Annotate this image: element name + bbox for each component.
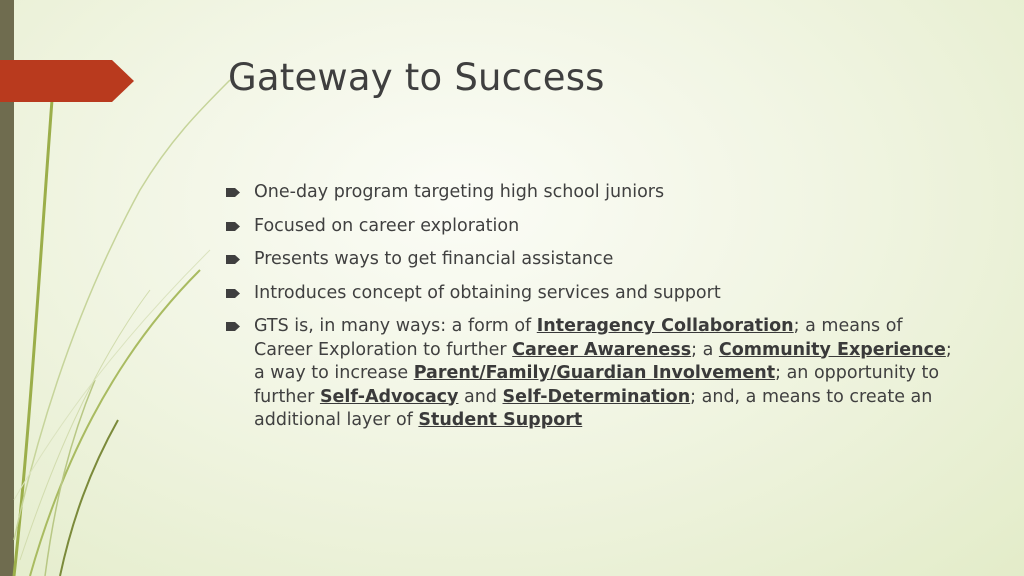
bullet-item-gts — [226, 315, 966, 433]
gts-text: ; an opportunity to further — [254, 363, 940, 407]
arrow-bullet-icon — [226, 289, 240, 298]
arrow-bullet-icon — [226, 222, 240, 231]
arrow-bullet-icon — [226, 188, 240, 197]
bullet-item — [226, 248, 966, 272]
arrow-bullet-icon — [226, 322, 240, 331]
self-determination-term: Self-Determination — [502, 386, 691, 407]
parent-family-guardian-involvement-term: Parent/Family/Guardian Involvement — [413, 363, 776, 383]
bullet-item — [226, 181, 966, 205]
slide-title: Gateway to Success — [228, 56, 605, 99]
gts-text: and — [458, 386, 503, 407]
bullet-text: Focused on career exploration — [254, 215, 520, 236]
bullet-text: Introduces concept of obtaining services and support — [254, 282, 721, 303]
gts-text: ; a means of Career Exploration to further — [254, 316, 903, 360]
bullet-text: Presents ways to get financial assistance — [254, 249, 614, 269]
arrow-bullet-icon — [226, 255, 240, 264]
interagency-collaboration-term: Interagency Collaboration — [536, 316, 794, 336]
bullet-item — [226, 215, 966, 239]
student-support-term: Student Support — [418, 410, 583, 430]
bullet-list — [226, 181, 966, 443]
gts-text: ; a way to increase — [254, 339, 952, 383]
gts-text: GTS is, in many ways: a form of — [254, 316, 537, 336]
bullet-item — [226, 282, 966, 306]
self-advocacy-term: Self-Advocacy — [319, 386, 459, 407]
gts-text: ; a — [691, 339, 719, 360]
career-awareness-term: Career Awareness — [512, 339, 692, 360]
community-experience-term: Community Experience — [718, 339, 946, 360]
title-accent-banner — [0, 60, 136, 102]
bullet-text: One-day program targeting high school juniors — [254, 182, 665, 202]
gts-text: ; and, a means to create an additional layer of — [254, 386, 933, 430]
